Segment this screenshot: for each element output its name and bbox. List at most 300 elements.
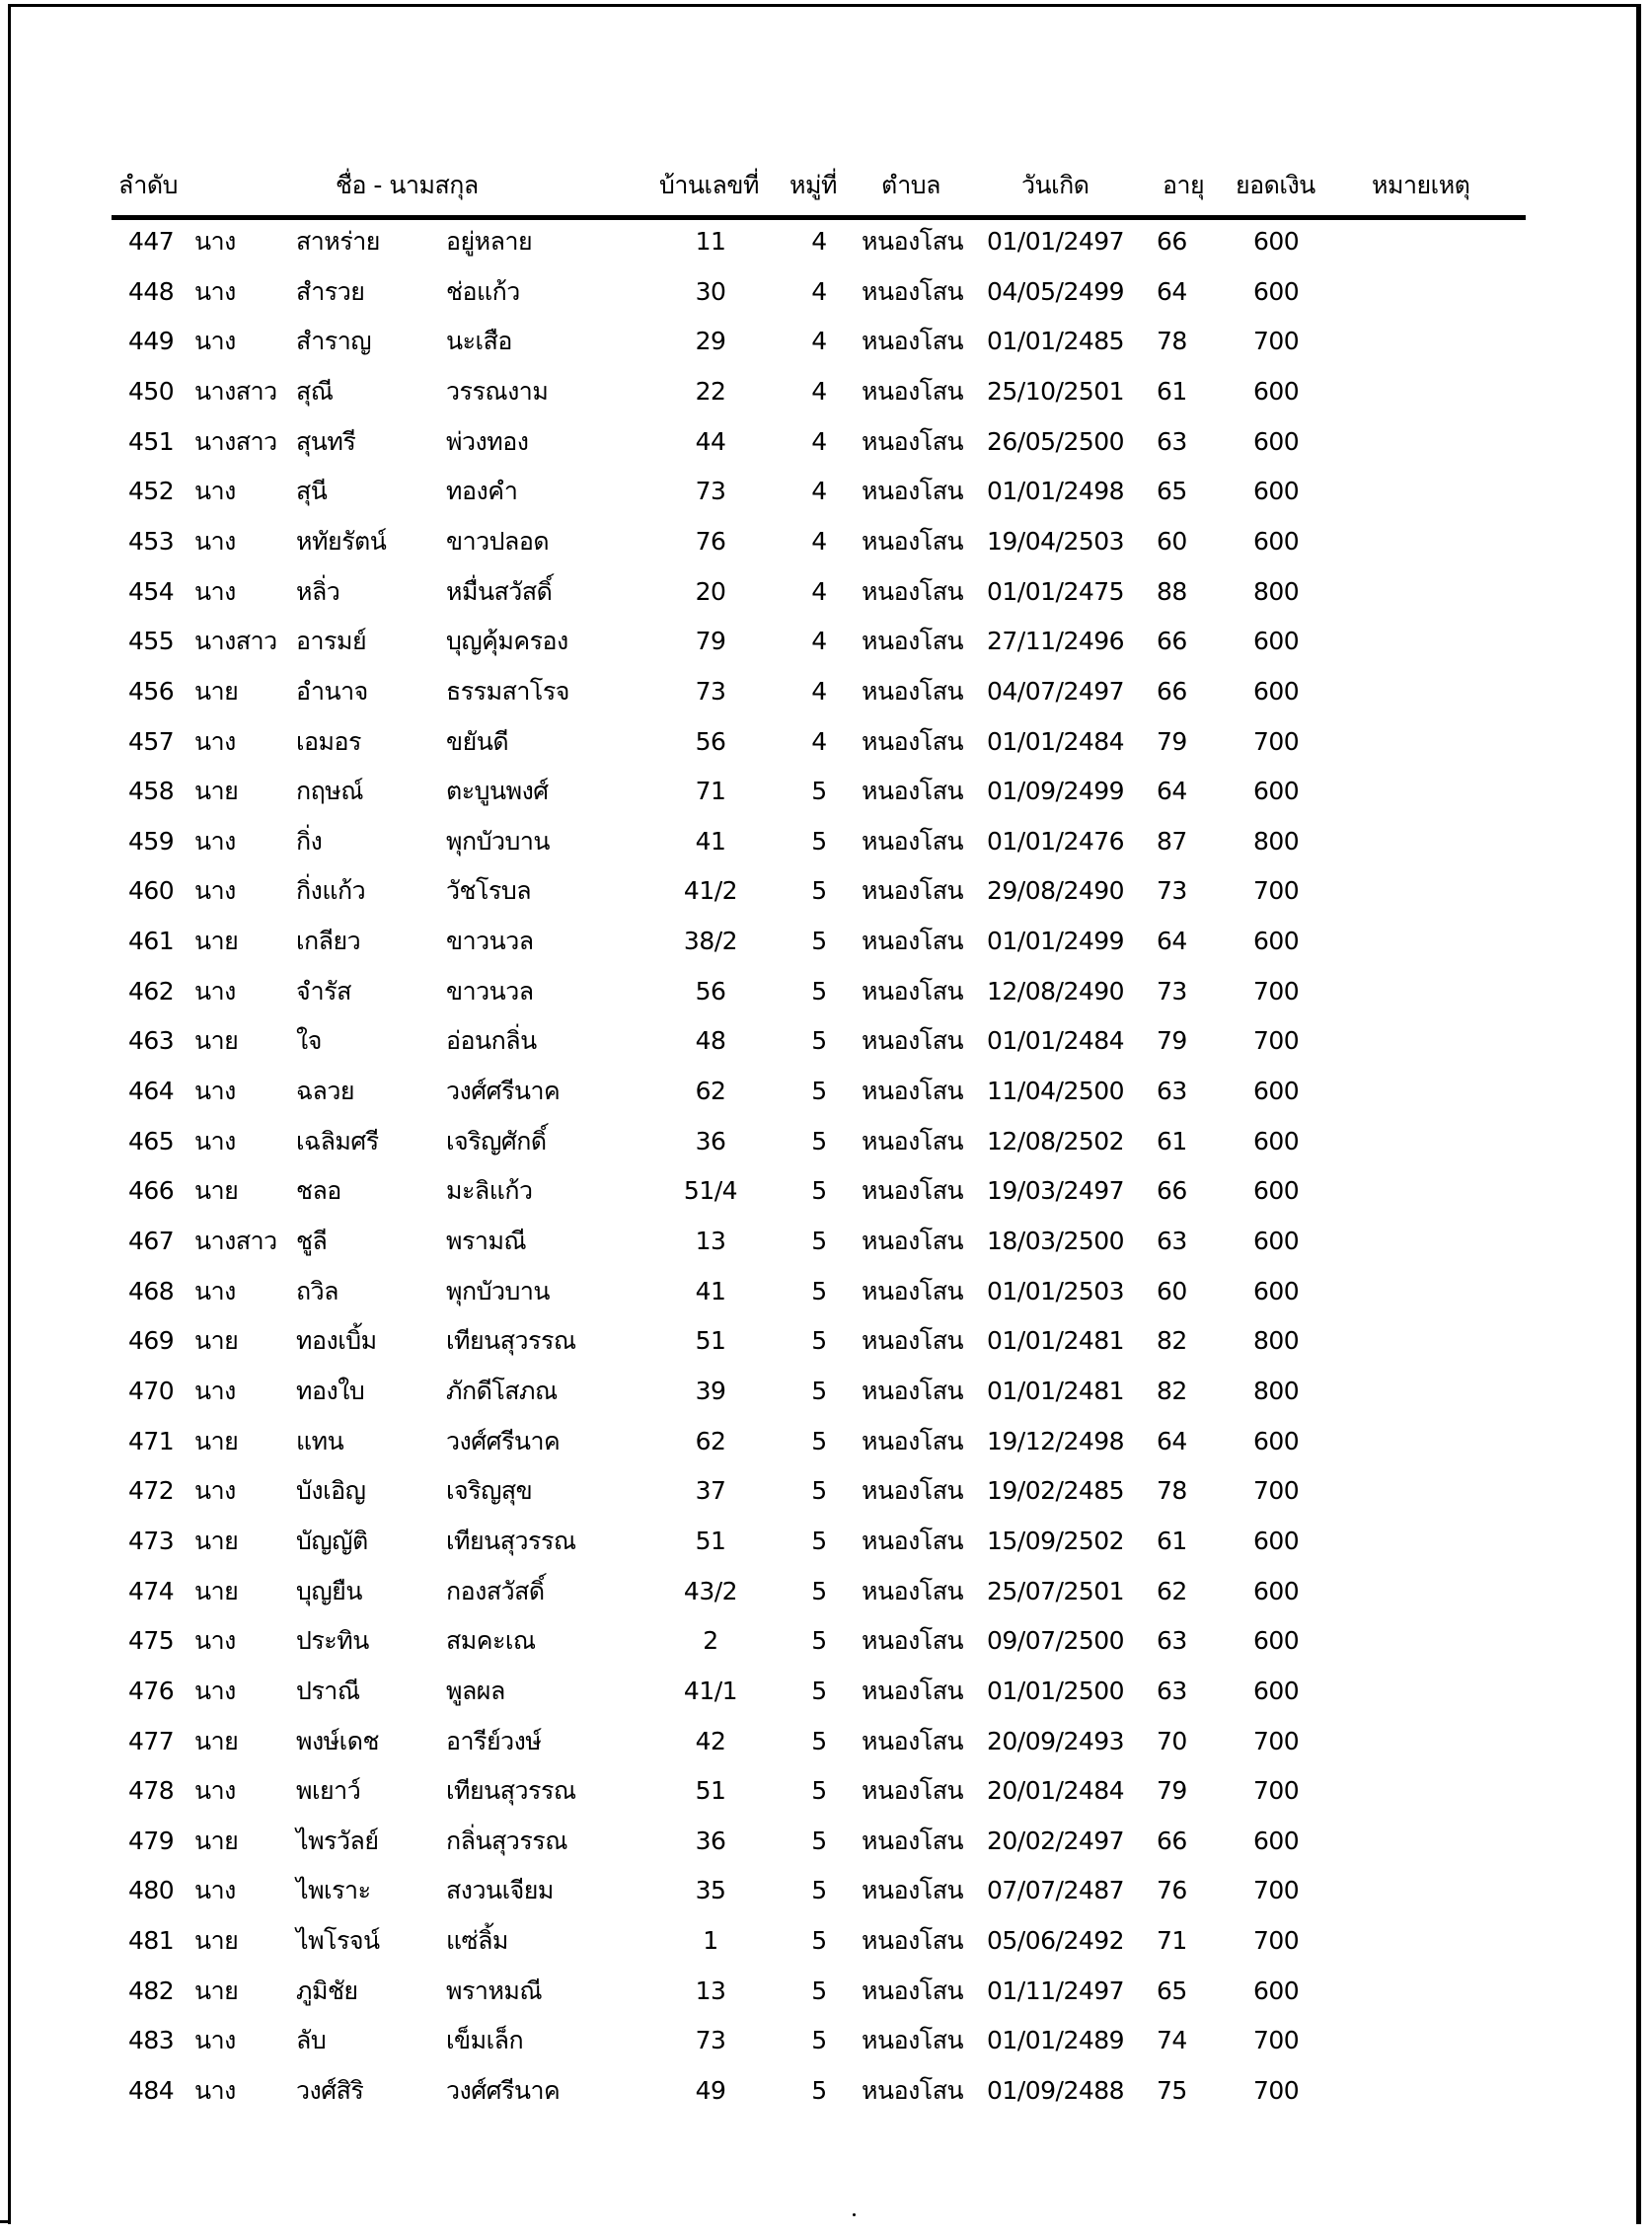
table-row bbox=[0, 372, 1652, 422]
first-name-cell: ไพรวัลย์ bbox=[296, 1826, 379, 1855]
row-number-cell: 461 bbox=[128, 927, 175, 956]
table-row bbox=[0, 1522, 1652, 1572]
age-cell: 60 bbox=[1157, 1276, 1187, 1305]
village-number-cell: 5 bbox=[811, 1576, 827, 1605]
amount-cell: 700 bbox=[1253, 976, 1300, 1006]
house-number-cell: 48 bbox=[695, 1026, 726, 1056]
house-number-cell: 73 bbox=[695, 676, 726, 706]
last-name-cell: พรามณี bbox=[446, 1227, 527, 1255]
header-underline bbox=[112, 215, 1526, 220]
village-number-cell: 5 bbox=[811, 927, 827, 956]
row-number-cell: 450 bbox=[128, 376, 175, 406]
village-number-cell: 5 bbox=[811, 1426, 827, 1455]
first-name-cell: วงศ์สิริ bbox=[296, 2076, 364, 2106]
subdistrict-cell: หนองโสน bbox=[862, 477, 964, 506]
birth-date-cell: 25/10/2501 bbox=[987, 376, 1125, 406]
first-name-cell: ภูมิชัย bbox=[296, 1976, 358, 2005]
amount-cell: 600 bbox=[1253, 927, 1300, 956]
age-cell: 64 bbox=[1157, 1426, 1187, 1455]
last-name-cell: เทียนสุวรรณ bbox=[446, 1326, 576, 1356]
house-number-cell: 62 bbox=[695, 1426, 726, 1455]
amount-cell: 600 bbox=[1253, 1676, 1300, 1705]
first-name-cell: สุณี bbox=[296, 376, 334, 406]
age-cell: 71 bbox=[1157, 1926, 1187, 1956]
name-title-cell: นางสาว bbox=[194, 426, 277, 456]
row-number-cell: 457 bbox=[128, 726, 175, 756]
last-name-cell: เจริญศักดิ์ bbox=[446, 1126, 547, 1156]
last-name-cell: พุกบัวบาน bbox=[446, 1276, 551, 1305]
last-name-cell: กลิ่นสุวรรณ bbox=[446, 1826, 567, 1855]
last-name-cell: บุญคุ้มครอง bbox=[446, 627, 568, 656]
subdistrict-cell: หนองโสน bbox=[862, 276, 964, 306]
row-number-cell: 482 bbox=[128, 1976, 175, 2005]
table-row bbox=[0, 1171, 1652, 1222]
house-number-cell: 11 bbox=[695, 227, 726, 256]
row-number-cell: 449 bbox=[128, 327, 175, 356]
last-name-cell: ทองคำ bbox=[446, 477, 518, 506]
birth-date-cell: 27/11/2496 bbox=[987, 627, 1125, 656]
header-name: ชื่อ - นามสกุล bbox=[336, 171, 479, 199]
village-number-cell: 4 bbox=[811, 726, 827, 756]
table-row bbox=[0, 222, 1652, 272]
last-name-cell: สมคะเณ bbox=[446, 1626, 536, 1656]
row-number-cell: 447 bbox=[128, 227, 175, 256]
row-number-cell: 455 bbox=[128, 627, 175, 656]
first-name-cell: พงษ์เดช bbox=[296, 1726, 379, 1755]
house-number-cell: 41/2 bbox=[683, 876, 738, 906]
subdistrict-cell: หนองโสน bbox=[862, 1077, 964, 1106]
house-number-cell: 51/4 bbox=[683, 1176, 738, 1206]
row-number-cell: 469 bbox=[128, 1326, 175, 1356]
last-name-cell: วัชโรบล bbox=[446, 876, 532, 906]
subdistrict-cell: หนองโสน bbox=[862, 1876, 964, 1905]
row-number-cell: 459 bbox=[128, 826, 175, 856]
subdistrict-cell: หนองโสน bbox=[862, 1526, 964, 1555]
row-number-cell: 484 bbox=[128, 2076, 175, 2106]
birth-date-cell: 01/01/2499 bbox=[987, 927, 1125, 956]
table-row bbox=[0, 1771, 1652, 1822]
first-name-cell: อำนาจ bbox=[296, 676, 368, 706]
subdistrict-cell: หนองโสน bbox=[862, 726, 964, 756]
last-name-cell: เทียนสุวรรณ bbox=[446, 1776, 576, 1806]
name-title-cell: นาย bbox=[194, 1926, 239, 1956]
first-name-cell: สาหร่าย bbox=[296, 227, 380, 256]
subdistrict-cell: หนองโสน bbox=[862, 1626, 964, 1656]
age-cell: 73 bbox=[1157, 876, 1187, 906]
subdistrict-cell: หนองโสน bbox=[862, 1126, 964, 1156]
last-name-cell: พราหมณี bbox=[446, 1976, 543, 2005]
first-name-cell: กิ่ง bbox=[296, 826, 323, 856]
amount-cell: 600 bbox=[1253, 1976, 1300, 2005]
first-name-cell: สำรวย bbox=[296, 276, 365, 306]
birth-date-cell: 01/01/2484 bbox=[987, 726, 1125, 756]
age-cell: 61 bbox=[1157, 1526, 1187, 1555]
birth-date-cell: 12/08/2490 bbox=[987, 976, 1125, 1006]
subdistrict-cell: หนองโสน bbox=[862, 1726, 964, 1755]
first-name-cell: แทน bbox=[296, 1426, 344, 1455]
age-cell: 65 bbox=[1157, 1976, 1187, 2005]
subdistrict-cell: หนองโสน bbox=[862, 376, 964, 406]
first-name-cell: เกลียว bbox=[296, 927, 361, 956]
amount-cell: 700 bbox=[1253, 2076, 1300, 2106]
village-number-cell: 4 bbox=[811, 227, 827, 256]
scan-speck bbox=[853, 2213, 856, 2216]
amount-cell: 600 bbox=[1253, 1526, 1300, 1555]
table-row bbox=[0, 871, 1652, 922]
table-row bbox=[0, 1471, 1652, 1522]
village-number-cell: 5 bbox=[811, 1876, 827, 1905]
last-name-cell: สงวนเจียม bbox=[446, 1876, 554, 1905]
house-number-cell: 56 bbox=[695, 976, 726, 1006]
village-number-cell: 5 bbox=[811, 1376, 827, 1405]
birth-date-cell: 01/11/2497 bbox=[987, 1976, 1125, 2005]
amount-cell: 600 bbox=[1253, 1176, 1300, 1206]
village-number-cell: 5 bbox=[811, 976, 827, 1006]
house-number-cell: 38/2 bbox=[683, 927, 738, 956]
house-number-cell: 30 bbox=[695, 276, 726, 306]
row-number-cell: 483 bbox=[128, 2026, 175, 2055]
subdistrict-cell: หนองโสน bbox=[862, 1326, 964, 1356]
subdistrict-cell: หนองโสน bbox=[862, 826, 964, 856]
last-name-cell: อยู่หลาย bbox=[446, 227, 533, 256]
village-number-cell: 5 bbox=[811, 2026, 827, 2055]
amount-cell: 600 bbox=[1253, 777, 1300, 806]
house-number-cell: 13 bbox=[695, 1227, 726, 1255]
village-number-cell: 5 bbox=[811, 1276, 827, 1305]
house-number-cell: 37 bbox=[695, 1476, 726, 1506]
amount-cell: 600 bbox=[1253, 627, 1300, 656]
row-number-cell: 456 bbox=[128, 676, 175, 706]
table-header bbox=[0, 166, 1652, 209]
village-number-cell: 5 bbox=[811, 1626, 827, 1656]
row-number-cell: 476 bbox=[128, 1676, 175, 1705]
subdistrict-cell: หนองโสน bbox=[862, 676, 964, 706]
row-number-cell: 479 bbox=[128, 1826, 175, 1855]
age-cell: 66 bbox=[1157, 227, 1187, 256]
birth-date-cell: 04/05/2499 bbox=[987, 276, 1125, 306]
age-cell: 66 bbox=[1157, 1826, 1187, 1855]
age-cell: 60 bbox=[1157, 526, 1187, 556]
table-row bbox=[0, 1621, 1652, 1672]
house-number-cell: 56 bbox=[695, 726, 726, 756]
birth-date-cell: 12/08/2502 bbox=[987, 1126, 1125, 1156]
birth-date-cell: 20/09/2493 bbox=[987, 1726, 1125, 1755]
birth-date-cell: 01/01/2481 bbox=[987, 1376, 1125, 1405]
village-number-cell: 5 bbox=[811, 1476, 827, 1506]
last-name-cell: แซ่ลิ้ม bbox=[446, 1926, 508, 1956]
table-row bbox=[0, 1572, 1652, 1622]
table-row bbox=[0, 522, 1652, 572]
house-number-cell: 20 bbox=[695, 576, 726, 606]
age-cell: 66 bbox=[1157, 1176, 1187, 1206]
row-number-cell: 463 bbox=[128, 1026, 175, 1056]
name-title-cell: นาย bbox=[194, 777, 239, 806]
birth-date-cell: 07/07/2487 bbox=[987, 1876, 1125, 1905]
birth-date-cell: 19/03/2497 bbox=[987, 1176, 1125, 1206]
row-number-cell: 453 bbox=[128, 526, 175, 556]
last-name-cell: ขาวปลอด bbox=[446, 526, 550, 556]
birth-date-cell: 19/04/2503 bbox=[987, 526, 1125, 556]
first-name-cell: ถวิล bbox=[296, 1276, 338, 1305]
last-name-cell: ขาวนวล bbox=[446, 976, 534, 1006]
last-name-cell: ธรรมสาโรจ bbox=[446, 676, 569, 706]
village-number-cell: 5 bbox=[811, 826, 827, 856]
name-title-cell: นาง bbox=[194, 1077, 236, 1106]
amount-cell: 600 bbox=[1253, 227, 1300, 256]
birth-date-cell: 01/01/2476 bbox=[987, 826, 1125, 856]
table-row bbox=[0, 422, 1652, 473]
house-number-cell: 36 bbox=[695, 1826, 726, 1855]
row-number-cell: 468 bbox=[128, 1276, 175, 1305]
row-number-cell: 451 bbox=[128, 426, 175, 456]
name-title-cell: นาง bbox=[194, 1876, 236, 1905]
subdistrict-cell: หนองโสน bbox=[862, 576, 964, 606]
age-cell: 79 bbox=[1157, 1776, 1187, 1806]
name-title-cell: นางสาว bbox=[194, 627, 277, 656]
name-title-cell: นาย bbox=[194, 1176, 239, 1206]
subdistrict-cell: หนองโสน bbox=[862, 627, 964, 656]
last-name-cell: พุกบัวบาน bbox=[446, 826, 551, 856]
name-title-cell: นาง bbox=[194, 1376, 236, 1405]
house-number-cell: 51 bbox=[695, 1326, 726, 1356]
name-title-cell: นาง bbox=[194, 227, 236, 256]
subdistrict-cell: หนองโสน bbox=[862, 1576, 964, 1605]
amount-cell: 600 bbox=[1253, 426, 1300, 456]
subdistrict-cell: หนองโสน bbox=[862, 1776, 964, 1806]
first-name-cell: เฉลิมศรี bbox=[296, 1126, 379, 1156]
last-name-cell: พูลผล bbox=[446, 1676, 505, 1705]
first-name-cell: หลิ่ว bbox=[296, 576, 340, 606]
subdistrict-cell: หนองโสน bbox=[862, 1376, 964, 1405]
village-number-cell: 5 bbox=[811, 777, 827, 806]
name-title-cell: นางสาว bbox=[194, 376, 277, 406]
page-corner-mark bbox=[0, 2220, 10, 2223]
first-name-cell: ใจ bbox=[296, 1026, 322, 1056]
amount-cell: 800 bbox=[1253, 826, 1300, 856]
age-cell: 74 bbox=[1157, 2026, 1187, 2055]
first-name-cell: ลับ bbox=[296, 2026, 327, 2055]
first-name-cell: ชลอ bbox=[296, 1176, 341, 1206]
subdistrict-cell: หนองโสน bbox=[862, 2076, 964, 2106]
village-number-cell: 4 bbox=[811, 627, 827, 656]
age-cell: 61 bbox=[1157, 376, 1187, 406]
header-amount: ยอดเงิน bbox=[1236, 171, 1315, 199]
header-dob: วันเกิด bbox=[1021, 171, 1089, 199]
subdistrict-cell: หนองโสน bbox=[862, 1826, 964, 1855]
row-number-cell: 470 bbox=[128, 1376, 175, 1405]
house-number-cell: 41 bbox=[695, 826, 726, 856]
name-title-cell: นาง bbox=[194, 477, 236, 506]
last-name-cell: ช่อแก้ว bbox=[446, 276, 520, 306]
house-number-cell: 13 bbox=[695, 1976, 726, 2005]
name-title-cell: นาง bbox=[194, 2076, 236, 2106]
subdistrict-cell: หนองโสน bbox=[862, 1276, 964, 1305]
village-number-cell: 5 bbox=[811, 1326, 827, 1356]
birth-date-cell: 29/08/2490 bbox=[987, 876, 1125, 906]
village-number-cell: 5 bbox=[811, 1926, 827, 1956]
amount-cell: 700 bbox=[1253, 1926, 1300, 1956]
name-title-cell: นาง bbox=[194, 327, 236, 356]
last-name-cell: เข็มเล็ก bbox=[446, 2026, 524, 2055]
last-name-cell: ขยันดี bbox=[446, 726, 509, 756]
subdistrict-cell: หนองโสน bbox=[862, 1476, 964, 1506]
birth-date-cell: 26/05/2500 bbox=[987, 426, 1125, 456]
subdistrict-cell: หนองโสน bbox=[862, 426, 964, 456]
village-number-cell: 4 bbox=[811, 676, 827, 706]
age-cell: 79 bbox=[1157, 726, 1187, 756]
name-title-cell: นาง bbox=[194, 1776, 236, 1806]
table-row bbox=[0, 672, 1652, 722]
amount-cell: 700 bbox=[1253, 327, 1300, 356]
name-title-cell: นางสาว bbox=[194, 1227, 277, 1255]
name-title-cell: นาง bbox=[194, 876, 236, 906]
table-row bbox=[0, 1222, 1652, 1272]
name-title-cell: นาย bbox=[194, 1976, 239, 2005]
birth-date-cell: 15/09/2502 bbox=[987, 1526, 1125, 1555]
name-title-cell: นาง bbox=[194, 1126, 236, 1156]
first-name-cell: หทัยรัตน์ bbox=[296, 526, 387, 556]
birth-date-cell: 19/02/2485 bbox=[987, 1476, 1125, 1506]
village-number-cell: 5 bbox=[811, 1776, 827, 1806]
age-cell: 64 bbox=[1157, 927, 1187, 956]
amount-cell: 600 bbox=[1253, 526, 1300, 556]
header-note: หมายเหตุ bbox=[1372, 171, 1470, 199]
amount-cell: 600 bbox=[1253, 1576, 1300, 1605]
row-number-cell: 474 bbox=[128, 1576, 175, 1605]
village-number-cell: 5 bbox=[811, 1227, 827, 1255]
amount-cell: 600 bbox=[1253, 1276, 1300, 1305]
age-cell: 62 bbox=[1157, 1576, 1187, 1605]
row-number-cell: 465 bbox=[128, 1126, 175, 1156]
table-row bbox=[0, 772, 1652, 822]
age-cell: 64 bbox=[1157, 777, 1187, 806]
first-name-cell: ทองใบ bbox=[296, 1376, 365, 1405]
table-row bbox=[0, 2071, 1652, 2122]
last-name-cell: วงศ์ศรีนาค bbox=[446, 1426, 561, 1455]
house-number-cell: 73 bbox=[695, 477, 726, 506]
table-row bbox=[0, 1272, 1652, 1322]
amount-cell: 700 bbox=[1253, 2026, 1300, 2055]
age-cell: 66 bbox=[1157, 627, 1187, 656]
birth-date-cell: 09/07/2500 bbox=[987, 1626, 1125, 1656]
subdistrict-cell: หนองโสน bbox=[862, 1176, 964, 1206]
first-name-cell: ชูลี bbox=[296, 1227, 328, 1255]
age-cell: 82 bbox=[1157, 1326, 1187, 1356]
subdistrict-cell: หนองโสน bbox=[862, 1026, 964, 1056]
last-name-cell: อ่อนกลิ่น bbox=[446, 1026, 537, 1056]
house-number-cell: 43/2 bbox=[683, 1576, 738, 1605]
row-number-cell: 475 bbox=[128, 1626, 175, 1656]
row-number-cell: 471 bbox=[128, 1426, 175, 1455]
first-name-cell: เอมอร bbox=[296, 726, 361, 756]
table-row bbox=[0, 1871, 1652, 1921]
table-row bbox=[0, 972, 1652, 1022]
amount-cell: 600 bbox=[1253, 376, 1300, 406]
first-name-cell: ทองเบิ้ม bbox=[296, 1326, 377, 1356]
row-number-cell: 454 bbox=[128, 576, 175, 606]
table-row bbox=[0, 322, 1652, 372]
village-number-cell: 5 bbox=[811, 1526, 827, 1555]
house-number-cell: 49 bbox=[695, 2076, 726, 2106]
name-title-cell: นาง bbox=[194, 1676, 236, 1705]
last-name-cell: ภักดีโสภณ bbox=[446, 1376, 558, 1405]
village-number-cell: 5 bbox=[811, 1126, 827, 1156]
last-name-cell: กองสวัสดิ์ bbox=[446, 1576, 545, 1605]
village-number-cell: 5 bbox=[811, 876, 827, 906]
birth-date-cell: 01/01/2489 bbox=[987, 2026, 1125, 2055]
table-row bbox=[0, 1122, 1652, 1172]
first-name-cell: กิ่งแก้ว bbox=[296, 876, 366, 906]
birth-date-cell: 25/07/2501 bbox=[987, 1576, 1125, 1605]
name-title-cell: นาง bbox=[194, 726, 236, 756]
house-number-cell: 73 bbox=[695, 2026, 726, 2055]
header-house-no: บ้านเลขที่ bbox=[659, 171, 759, 199]
subdistrict-cell: หนองโสน bbox=[862, 327, 964, 356]
first-name-cell: ฉลวย bbox=[296, 1077, 355, 1106]
village-number-cell: 5 bbox=[811, 1726, 827, 1755]
birth-date-cell: 01/09/2499 bbox=[987, 777, 1125, 806]
village-number-cell: 5 bbox=[811, 1676, 827, 1705]
birth-date-cell: 19/12/2498 bbox=[987, 1426, 1125, 1455]
header-moo: หมู่ที่ bbox=[789, 171, 837, 199]
village-number-cell: 4 bbox=[811, 576, 827, 606]
table-row bbox=[0, 472, 1652, 522]
table-row bbox=[0, 272, 1652, 323]
amount-cell: 800 bbox=[1253, 576, 1300, 606]
house-number-cell: 41 bbox=[695, 1276, 726, 1305]
row-number-cell: 462 bbox=[128, 976, 175, 1006]
name-title-cell: นาง bbox=[194, 826, 236, 856]
village-number-cell: 5 bbox=[811, 1077, 827, 1106]
row-number-cell: 472 bbox=[128, 1476, 175, 1506]
house-number-cell: 2 bbox=[703, 1626, 718, 1656]
row-number-cell: 478 bbox=[128, 1776, 175, 1806]
amount-cell: 600 bbox=[1253, 1626, 1300, 1656]
birth-date-cell: 01/01/2485 bbox=[987, 327, 1125, 356]
last-name-cell: ขาวนวล bbox=[446, 927, 534, 956]
row-number-cell: 448 bbox=[128, 276, 175, 306]
amount-cell: 800 bbox=[1253, 1326, 1300, 1356]
house-number-cell: 62 bbox=[695, 1077, 726, 1106]
subdistrict-cell: หนองโสน bbox=[862, 2026, 964, 2055]
subdistrict-cell: หนองโสน bbox=[862, 1676, 964, 1705]
village-number-cell: 5 bbox=[811, 1026, 827, 1056]
header-no: ลำดับ bbox=[118, 171, 178, 199]
table-row bbox=[0, 922, 1652, 972]
amount-cell: 700 bbox=[1253, 1876, 1300, 1905]
first-name-cell: จำรัส bbox=[296, 976, 351, 1006]
birth-date-cell: 05/06/2492 bbox=[987, 1926, 1125, 1956]
amount-cell: 600 bbox=[1253, 1426, 1300, 1455]
age-cell: 70 bbox=[1157, 1726, 1187, 1755]
birth-date-cell: 01/01/2481 bbox=[987, 1326, 1125, 1356]
table-row bbox=[0, 572, 1652, 623]
subdistrict-cell: หนองโสน bbox=[862, 227, 964, 256]
table-row bbox=[0, 1672, 1652, 1722]
house-number-cell: 1 bbox=[703, 1926, 718, 1956]
table-row bbox=[0, 1021, 1652, 1072]
row-number-cell: 458 bbox=[128, 777, 175, 806]
amount-cell: 600 bbox=[1253, 1126, 1300, 1156]
first-name-cell: กฤษณ์ bbox=[296, 777, 363, 806]
amount-cell: 700 bbox=[1253, 1726, 1300, 1755]
house-number-cell: 39 bbox=[695, 1376, 726, 1405]
house-number-cell: 22 bbox=[695, 376, 726, 406]
house-number-cell: 51 bbox=[695, 1526, 726, 1555]
table-row bbox=[0, 2021, 1652, 2071]
first-name-cell: สำราญ bbox=[296, 327, 372, 356]
age-cell: 63 bbox=[1157, 1077, 1187, 1106]
